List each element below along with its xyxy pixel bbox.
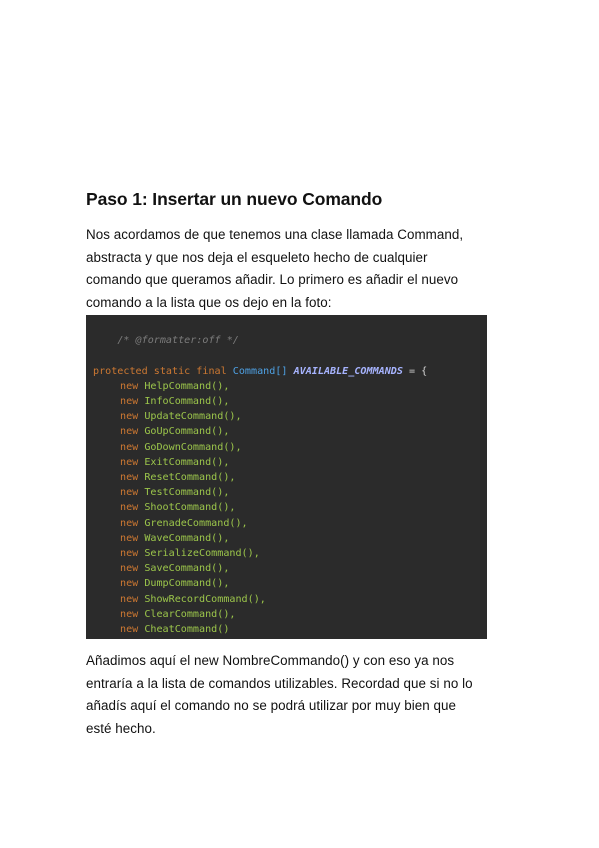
code-new-keyword: new [120, 396, 139, 408]
code-screenshot [86, 315, 487, 639]
code-command-call: SerializeCommand(), [144, 548, 260, 560]
code-new-keyword: new [120, 502, 139, 514]
code-command-call: ResetCommand(), [144, 472, 236, 484]
intro-paragraph [86, 224, 516, 314]
code-new-keyword: new [120, 472, 139, 484]
code-command-call: ShowRecordCommand(), [144, 593, 266, 605]
code-command-call: DumpCommand(), [144, 578, 230, 590]
code-new-keyword: new [120, 548, 139, 560]
code-new-keyword: new [120, 624, 139, 636]
code-command-call: GoUpCommand(), [144, 426, 230, 438]
code-new-keyword: new [120, 608, 139, 620]
code-type: Command[] [232, 365, 288, 377]
code-new-keyword: new [120, 563, 139, 575]
code-command-call: InfoCommand(), [144, 396, 230, 408]
code-command-call: UpdateCommand(), [144, 411, 242, 423]
code-close [93, 637, 487, 639]
code-command-line [93, 379, 487, 394]
code-line [93, 364, 487, 379]
code-command-line [93, 424, 487, 439]
code-assign: = { [402, 365, 428, 377]
code-command-line [93, 576, 487, 591]
code-command-line [93, 592, 487, 607]
code-command-line [93, 485, 487, 500]
code-new-keyword: new [120, 441, 139, 453]
code-new-keyword: new [120, 593, 139, 605]
explanation-paragraph [86, 650, 516, 740]
code-command-line [93, 440, 487, 455]
code-command-line [93, 470, 487, 485]
code-command-line [93, 561, 487, 576]
code-command-call: TestCommand(), [144, 487, 230, 499]
paragraph-line: entraría a la lista de comandos utilizables. Recordad que si no lo [86, 675, 473, 691]
code-command-call: ShootCommand(), [144, 502, 236, 514]
code-new-keyword: new [120, 456, 139, 468]
paragraph-line: esté hecho. [86, 720, 156, 736]
code-command-line [93, 607, 487, 622]
code-new-keyword: new [120, 532, 139, 544]
code-line [93, 318, 487, 364]
paragraph-line: añadís aquí el comando no se podrá utilizar por muy bien que [86, 698, 456, 713]
code-constant: AVAILABLE_COMMANDS [293, 365, 403, 377]
paragraph-line: comando que queramos añadir. Lo primero es añadir el nuevo [86, 272, 459, 287]
code-command-call: GoDownCommand(), [144, 441, 242, 453]
code-new-keyword: new [120, 517, 139, 529]
code-command-call: ExitCommand(), [144, 456, 230, 468]
code-command-call: SaveCommand(), [144, 563, 230, 575]
code-command-line [93, 546, 487, 561]
paragraph-line: Añadimos aquí el new NombreCommando() y con eso ya nos [86, 653, 455, 668]
code-new-keyword: new [120, 487, 139, 499]
code-command-line [93, 516, 487, 531]
paragraph-line: Nos acordamos de que tenemos una clase llamada Command, [86, 227, 464, 242]
paragraph-line: abstracta y que nos deja el esqueleto hecho de cualquier [86, 249, 428, 265]
code-command-line [93, 409, 487, 424]
code-new-keyword: new [120, 426, 139, 438]
code-command-call: CheatCommand() [144, 624, 230, 636]
code-comment: /* @formatter:off */ [117, 335, 239, 347]
code-new-keyword: new [120, 578, 139, 590]
code-command-line [93, 455, 487, 470]
code-modifiers: protected static final [93, 365, 227, 377]
code-command-call: ClearCommand(), [144, 608, 236, 620]
code-command-line [93, 394, 487, 409]
code-command-call: WaveCommand(), [144, 532, 230, 544]
code-command-line [93, 531, 487, 546]
section-heading: Paso 1: Insertar un nuevo Comando [86, 189, 383, 209]
code-new-keyword: new [120, 411, 139, 423]
code-new-keyword: new [120, 380, 139, 392]
code-command-call: GrenadeCommand(), [144, 517, 248, 529]
code-command-call: HelpCommand(), [144, 380, 230, 392]
paragraph-line: comando a la lista que os dejo en la foto: [86, 294, 332, 310]
command-list [93, 379, 487, 637]
code-command-line [93, 622, 487, 637]
code-command-line [93, 500, 487, 515]
